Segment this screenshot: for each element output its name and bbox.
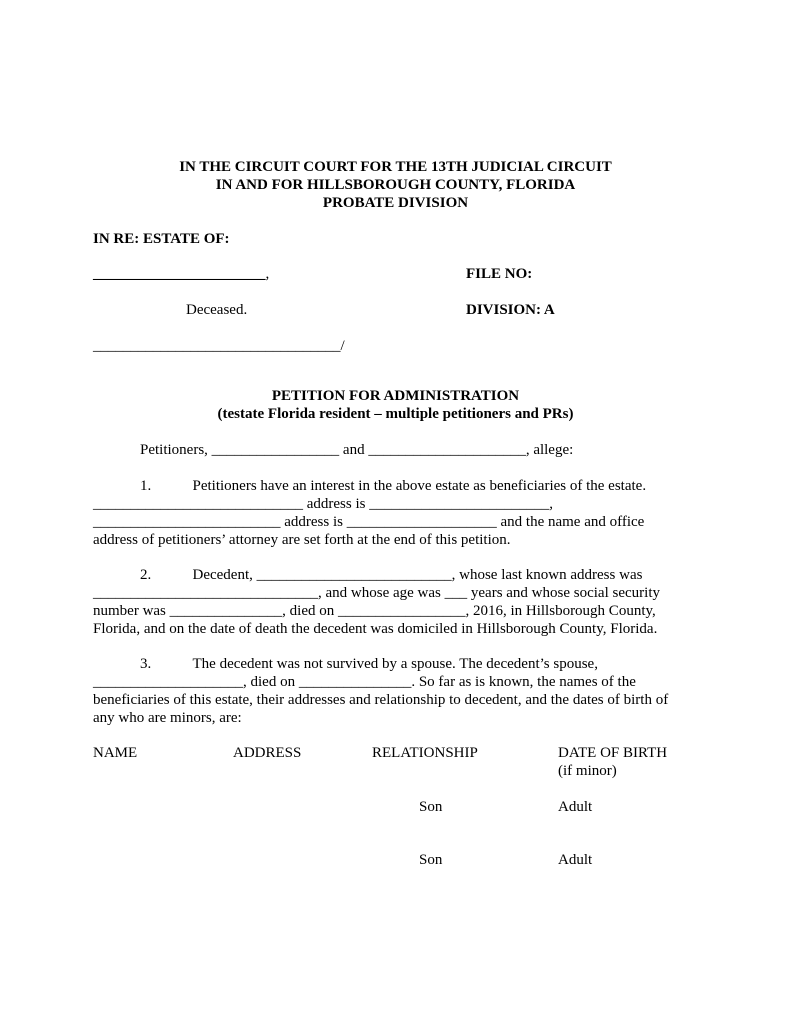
table-header-name: NAME bbox=[93, 745, 138, 761]
para3-line1: 3. The decedent was not survived by a spouse. The decedent’s spouse, bbox=[140, 656, 598, 672]
para1-line2: ____________________________ address is ________________________, bbox=[93, 496, 553, 512]
table-header-relationship: RELATIONSHIP bbox=[372, 745, 478, 761]
row2-relationship: Son bbox=[419, 852, 443, 868]
table-header-dob: DATE OF BIRTH bbox=[558, 745, 668, 761]
table-header-dob-note: (if minor) bbox=[558, 763, 617, 779]
para1-line4: address of petitioners’ attorney are set forth at the end of this petition. bbox=[93, 532, 511, 548]
petition-title: PETITION FOR ADMINISTRATION bbox=[271, 388, 520, 404]
deceased-label: Deceased. bbox=[186, 302, 248, 318]
petition-subtitle: (testate Florida resident – multiple petitioners and PRs) bbox=[217, 406, 574, 422]
estate-name-line bbox=[93, 265, 269, 283]
division-label: DIVISION: A bbox=[466, 302, 555, 318]
row1-relationship: Son bbox=[419, 799, 443, 815]
in-re-label: IN RE: ESTATE OF: bbox=[93, 231, 230, 247]
estate-name-comma: , bbox=[265, 266, 270, 282]
row1-dob: Adult bbox=[558, 799, 593, 815]
para1-line1: 1. Petitioners have an interest in the above estate as beneficiaries of the estate. bbox=[140, 478, 647, 494]
para2-line3: number was _______________, died on _________________, 2016, in Hillsborough County, bbox=[93, 603, 656, 619]
court-caption-line3: PROBATE DIVISION bbox=[322, 195, 469, 211]
court-caption-line1: IN THE CIRCUIT COURT FOR THE 13TH JUDICIAL CIRCUIT bbox=[179, 159, 612, 175]
para2-line1: 2. Decedent, __________________________, whose last known address was bbox=[140, 567, 643, 583]
para2-line4: Florida, and on the date of death the decedent was domiciled in Hillsborough County, Florida. bbox=[93, 621, 658, 637]
para3-line3: beneficiaries of this estate, their addresses and relationship to decedent, and the dates of birth of bbox=[93, 692, 669, 708]
petitioners-intro: Petitioners, _________________ and _____________________, allege: bbox=[140, 442, 574, 458]
caption-closing-line: _________________________________/ bbox=[93, 338, 345, 354]
table-header-address: ADDRESS bbox=[233, 745, 302, 761]
para3-line4: any who are minors, are: bbox=[93, 710, 242, 726]
para2-line2: ______________________________, and whose age was ___ years and whose social security bbox=[93, 585, 660, 601]
court-caption-line2: IN AND FOR HILLSBOROUGH COUNTY, FLORIDA bbox=[215, 177, 576, 193]
estate-name-blank: _______________________ bbox=[93, 266, 266, 282]
file-no-label: FILE NO: bbox=[466, 266, 533, 282]
row2-dob: Adult bbox=[558, 852, 593, 868]
para1-line3: _________________________ address is ____________________ and the name and office bbox=[93, 514, 645, 530]
para3-line2: ____________________, died on _______________. So far as is known, the names of the bbox=[93, 674, 636, 690]
